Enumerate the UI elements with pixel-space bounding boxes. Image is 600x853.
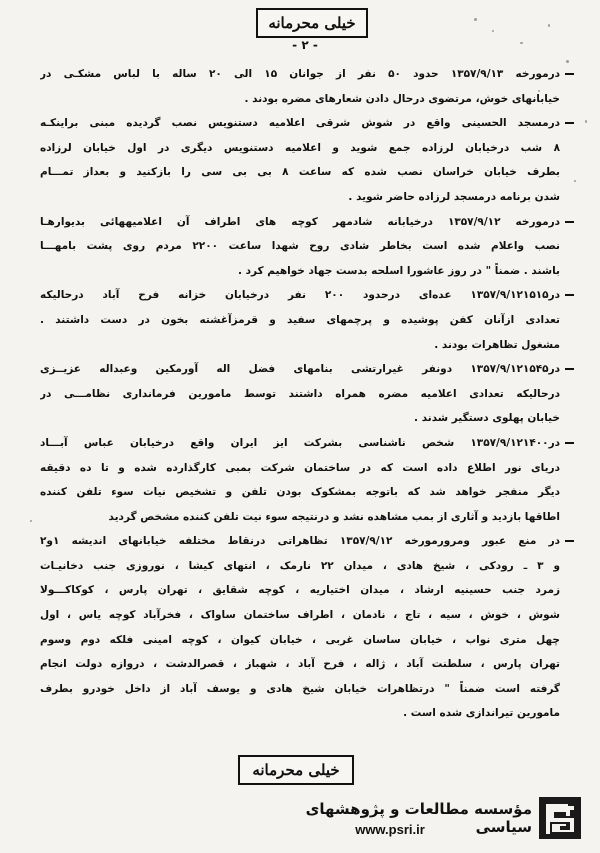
text-line: خیابان پهلوی دستگیر شدند . — [414, 412, 560, 425]
text-line: خیابانهای خوش، مرتضوی درحال دادن شعارهای مضره بودند . — [244, 92, 560, 105]
paragraph — [40, 111, 560, 209]
text-line: درمورخه ۱۳۵۷/۹/۱۳ حدود ۵۰ نفر از جوانان ۱۵ الی ۲۰ ساله با لباس مشکـی در — [40, 68, 560, 80]
text-line: شدن برنامه درمسجد لرزاده حاضر شوید . — [348, 190, 560, 203]
text-line: درمسجد الحسینی واقع در شوش شرقی اعلامیه دستنویس نصب گردیده مبنی براینکـه — [40, 117, 560, 130]
text-line: دریای نور اطلاع داده است که در ساختمان شرکت بمبی کارگذارده شده و تا ده دقیقه — [40, 461, 560, 474]
text-line: ۸ شب درخیابان لرزاده جمع شوید و اعلامیه دستنویس دیگری در اول خیابان لرزاده — [40, 141, 560, 154]
text-line: در۱۳۵۷/۹/۱۲۱۴۰۰ شخص ناشناسی بشرکت ایز ایران واقع درخیابان عباس آبـــاد — [40, 436, 560, 449]
classification-stamp-top: خیلی محرمانه — [256, 8, 368, 38]
text-line: در۱۳۵۷/۹/۱۲۱۵۴۵ دونفر غیرارتشی بنامهای فضل اله آورمکین وعبداله عزیــزی — [40, 363, 560, 376]
text-line: در منع عبور ومرورمورخه ۱۳۵۷/۹/۱۲ تظاهراتی درنقاط مختلفه خیابانهای اندیشه ۱و۲ — [40, 535, 560, 548]
text-line: تعدادی ازآنان کفن پوشیده و پرچمهای سفید و قرمزآغشته بخون در دست داشتند . — [40, 313, 560, 326]
paragraph — [40, 529, 560, 726]
dash-bullet — [565, 368, 574, 370]
text-line: اطاقها بازدید و آثاری از بمب مشاهده نشد و درنتیجه سوء نیت تلفن کننده مشخص گردید — [108, 510, 560, 523]
institute-name: مؤسسه مطالعات و پژوهشهای سیاسی — [305, 800, 532, 836]
paragraph — [40, 431, 560, 529]
text-line: تهران پارس ، سلطنت آباد ، ژاله ، فرح آباد ، شهباز ، قصرالدشت ، دروازه دولت انجام — [40, 658, 560, 671]
text-line: درمورخه ۱۳۵۷/۹/۱۲ درخیابانه شادمهر کوچه های اطراف آن اعلامیههائی بدیوارهـا — [40, 215, 560, 228]
dash-bullet — [565, 122, 574, 124]
dash-bullet — [565, 73, 574, 75]
dash-bullet — [565, 540, 574, 542]
text-line: در۱۳۵۷/۹/۱۲۱۵۱۵ عده‌ای درحدود ۲۰۰ نفر درخیابان خزانه فرح آباد درحالیکه — [40, 289, 560, 302]
text-line: زمرد جنب حسینیه ارشاد ، میدان اختیاریه ، کوچه شقایق ، تهران پارس ، کوکاکـــولا — [40, 584, 560, 597]
text-line: مامورین تیراندازی شده است . — [403, 707, 560, 720]
text-line: نصب واعلام شده است بخاطر شادی روح شهدا ساعت ۲۲۰۰ مردم روی پشت بامهـــا — [40, 240, 560, 253]
paragraph — [40, 62, 560, 111]
text-line: درحالیکه تعدادی اعلامیه مضره همراه داشتند توسط مامورین فرمانداری نظامـــی در — [40, 387, 560, 400]
paragraph — [40, 357, 560, 431]
text-line: چهل متری نواب ، خیابان ساسان غربی ، خیابان کیوان ، کوچه امینی فلکه دوم وسوم — [40, 633, 560, 646]
classification-stamp-bottom: خیلی محرمانه — [238, 755, 354, 785]
report-body — [40, 62, 560, 726]
dash-bullet — [565, 442, 574, 444]
text-line: و ۳ ـ رودکی ، شیخ هادی ، میدان ۲۲ نارمک ، انتهای کیشا ، نوروزی جنب دخانیـات — [40, 559, 560, 572]
dash-bullet — [565, 294, 574, 296]
text-line: گرفته است ضمناً " درتظاهرات خیابان شیخ هادی و یوسف آباد از داخل خودرو بطرف — [40, 682, 560, 695]
text-line: مشغول تظاهرات بودند . — [434, 338, 560, 351]
text-line: دیگر منفجر خواهد شد که باتوجه بمشکوک بودن تلفن و تشخیص نیات سوء تلفن کننده — [40, 486, 560, 499]
text-line: باشند . ضمناً " در روز عاشورا اسلحه بدست جهاد خواهیم کرد . — [237, 264, 560, 277]
psri-logo-icon — [538, 796, 582, 840]
paragraph — [40, 283, 560, 357]
text-line: بطرف خیابان خراسان نصب شده که ساعت ۸ بی بی سی را بازکنید و بعداز تمـــام — [40, 166, 560, 179]
text-line: شوش ، خوش ، سیه ، تاج ، نادمان ، اطراف ساختمان ساواک ، فخرآباد کوچه یاس ، اول — [40, 609, 560, 622]
institute-website[interactable]: www.psri.ir — [355, 822, 425, 837]
page-number: - ۲ - — [292, 38, 318, 52]
paragraph — [40, 210, 560, 284]
dash-bullet — [565, 221, 574, 223]
